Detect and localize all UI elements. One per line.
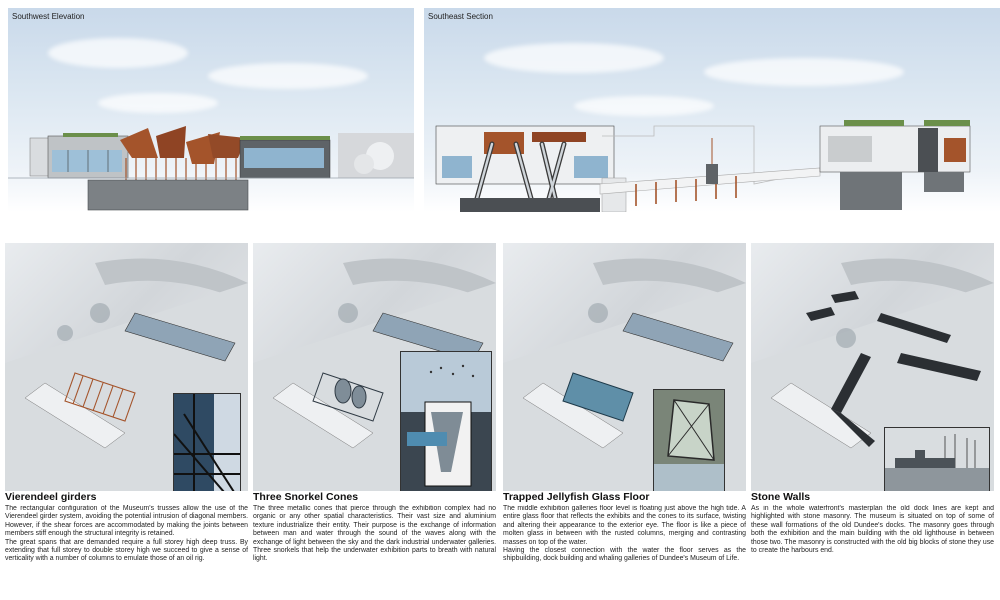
panel-text — [751, 505, 994, 597]
panel-paragraph: Having the closest connection with the water the floor serves as the shipbuilding, dock building and whaling galleries of Dundee's Museum of Life. — [503, 547, 746, 563]
panel-title: Three Snorkel Cones — [253, 491, 359, 503]
panel-vierendeel-girders — [5, 243, 248, 600]
panel-text — [253, 505, 496, 597]
elevation-title: Southwest Elevation — [12, 12, 85, 21]
southwest-elevation — [8, 8, 414, 212]
aerial-view — [751, 243, 994, 491]
southwest-elevation-drawing — [8, 8, 414, 212]
panel-paragraph: As in the whole waterfront's masterplan the old dock lines are kept and highlighted with stone masonry. The museum is situated on top of some of these wall formations of the old Dundee's docks. The masonry goes through both the exhibition and the main building with the old lighthouse in between those two. The masonry is constructed with the old big blocks of stone they use to create the harbours end. — [751, 505, 994, 555]
panel-stone-walls — [751, 243, 994, 600]
panel-snorkel-cones — [253, 243, 496, 600]
panel-paragraph: The middle exhibition galleries floor level is floating just above the high tide. A entire glass floor that reflects the exhibits and the cones to its surface, twisting and altering their appearance to the exterior eye. The floor is like a piece of molten glass in between with the rusted columns, merging and contrasting masses on top of the water. — [503, 505, 746, 546]
panel-title: Vierendeel girders — [5, 491, 97, 503]
panel-paragraph: The three metallic cones that pierce through the exhibition complex had no organic or any other spatial characteristics. Their vast size and aluminium texture industrialize their entity. Their purpose is the exchange of information between man and water through the sound of the waves along with the exchange of light between the sky and the dark industrial underwater galleries. Three snorkels that help the underwater exhibition parts to breath with natural light. — [253, 505, 496, 563]
panel-jellyfish-glass-floor — [503, 243, 746, 600]
panel-title: Stone Walls — [751, 491, 811, 503]
snorkel-cone-inset — [400, 351, 492, 491]
aerial-view — [253, 243, 496, 491]
panel-text — [5, 505, 248, 597]
southeast-section-drawing — [424, 8, 1000, 212]
aerial-view — [503, 243, 746, 491]
panel-paragraph: The great spans that are demanded require a full storey high deep truss. By extending that full storey to double storey high we succeed to give a sense of verticality with a number of columns to emulate those of an oil rig. — [5, 538, 248, 563]
section-title: Southeast Section — [428, 12, 493, 21]
girder-photo-inset — [173, 393, 241, 491]
panel-paragraph: The rectangular configuration of the Museum's trusses allow the use of the Vierendeel girder system, avoiding the potential intrusion of diagonal members. However, if the shear forces are accommodated by making the joints between members stiff enough the structural integrity is retained. — [5, 505, 248, 538]
glass-floor-inset — [653, 389, 725, 491]
aerial-view — [5, 243, 248, 491]
harbour-photo-inset — [884, 427, 990, 491]
southeast-section — [424, 8, 1000, 212]
panel-text — [503, 505, 746, 597]
panel-title: Trapped Jellyfish Glass Floor — [503, 491, 650, 503]
